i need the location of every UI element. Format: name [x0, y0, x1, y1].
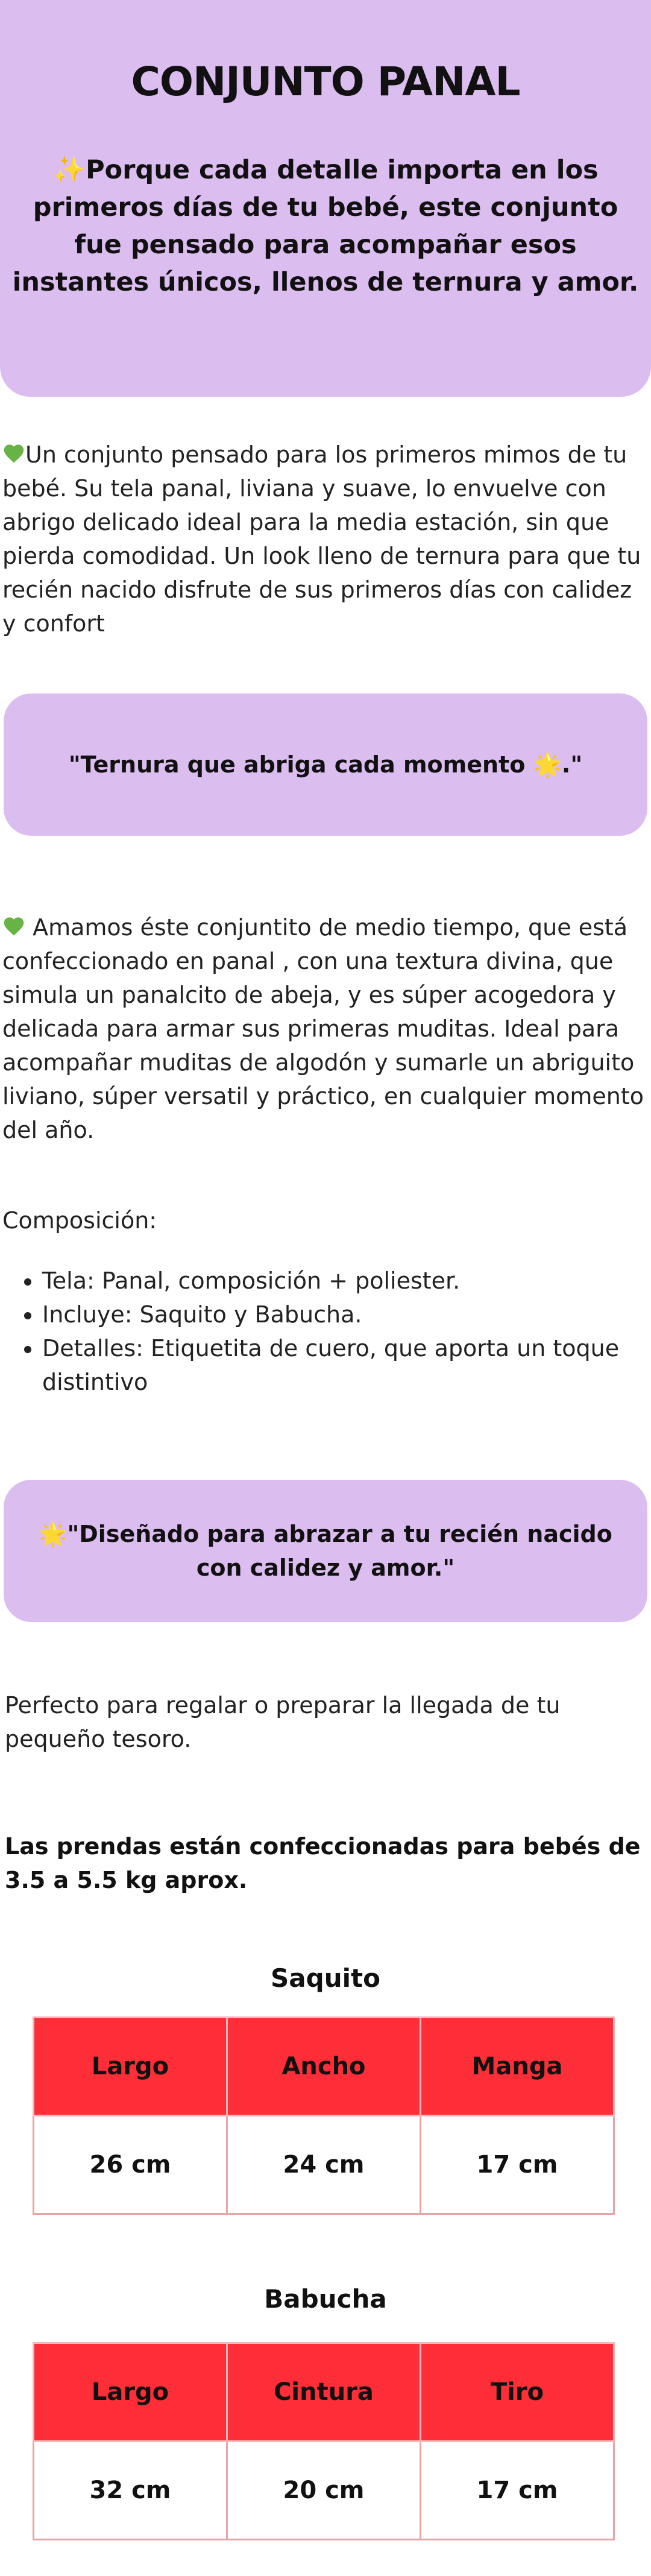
table-header-cell: Tiro — [421, 2343, 614, 2442]
description-paragraph — [2, 911, 647, 1147]
list-item: • Detalles: Etiquetita de cuero, que aporta un toque distintivo — [42, 1331, 633, 1399]
table-header-row — [34, 2018, 614, 2116]
table-row — [34, 2442, 614, 2540]
table-cell: 17 cm — [421, 2442, 614, 2540]
quote-2-text: "Diseñado para abrazar a tu recién nacido con calidez y amor." — [67, 1521, 612, 1581]
table-cell: 24 cm — [227, 2116, 421, 2214]
sparkles-icon: ✨ — [52, 154, 86, 185]
glowing-star-icon: 🌟 — [533, 751, 562, 778]
quote-box-1 — [4, 693, 647, 836]
quote-1-text-end: ." — [561, 751, 583, 778]
table-header-row — [34, 2343, 614, 2442]
table-header-cell: Manga — [421, 2018, 614, 2116]
glowing-star-icon: 🌟 — [39, 1521, 68, 1547]
table-header-cell: Cintura — [227, 2343, 421, 2442]
table-cell: 32 cm — [34, 2442, 227, 2540]
table-cell: 20 cm — [227, 2442, 421, 2540]
gift-paragraph: Perfecto para regalar o preparar la llegada de tu pequeño tesoro. — [5, 1692, 561, 1752]
green-heart-icon — [2, 916, 25, 936]
quote-1-text-start: "Ternura que abriga cada momento — [68, 751, 533, 778]
table-header-cell: Ancho — [227, 2018, 421, 2116]
hero-banner — [0, 0, 651, 397]
table-header-cell: Largo — [34, 2343, 227, 2442]
list-item: • Tela: Panal, composición + poliester. — [42, 1264, 633, 1298]
description-text: Amamos éste conjuntito de medio tiempo, que está confeccionado en panal , con una textura divina, que simula un panalcito de abeja, y es súper acogedora y delicada para armar sus primeras muditas. Ideal para acompañar muditas de algodón y sumarle un abriguito liviano, súper versatil y práctico, en cualquier momento del año. — [2, 914, 644, 1143]
babucha-size-table — [33, 2342, 615, 2540]
hero-subtitle-text: Porque cada detalle importa en los primeros días de tu bebé, este conjunto fue pensado para acompañar esos instantes únicos, llenos de ternura y amor. — [12, 154, 639, 297]
intro-paragraph — [2, 438, 647, 640]
saquito-size-table — [33, 2016, 615, 2215]
sizing-note: Las prendas están confeccionadas para bebés de 3.5 a 5.5 kg aprox. — [5, 1833, 641, 1893]
intro-text: Un conjunto pensado para los primeros mimos de tu bebé. Su tela panal, liviana y suave, lo envuelve con abrigo delicado ideal para la media estación, sin que pierda comodidad. Un look lleno de ternura para que tu recién nacido disfrute de sus primeros días con calidez y confort — [2, 441, 641, 637]
table-header-cell: Largo — [34, 2018, 227, 2116]
table-cell: 26 cm — [34, 2116, 227, 2214]
saquito-title: Saquito — [271, 1963, 380, 1993]
green-heart-icon — [2, 443, 25, 464]
composition-list — [0, 1264, 633, 1399]
table-row — [34, 2116, 614, 2214]
list-item: • Incluye: Saquito y Babucha. — [42, 1298, 633, 1331]
babucha-title: Babucha — [264, 2284, 387, 2314]
page-title: CONJUNTO PANAL — [131, 58, 520, 105]
hero-subtitle — [11, 151, 640, 301]
quote-box-2 — [4, 1480, 647, 1622]
table-cell: 17 cm — [421, 2116, 614, 2214]
composition-heading: Composición: — [2, 1207, 157, 1234]
